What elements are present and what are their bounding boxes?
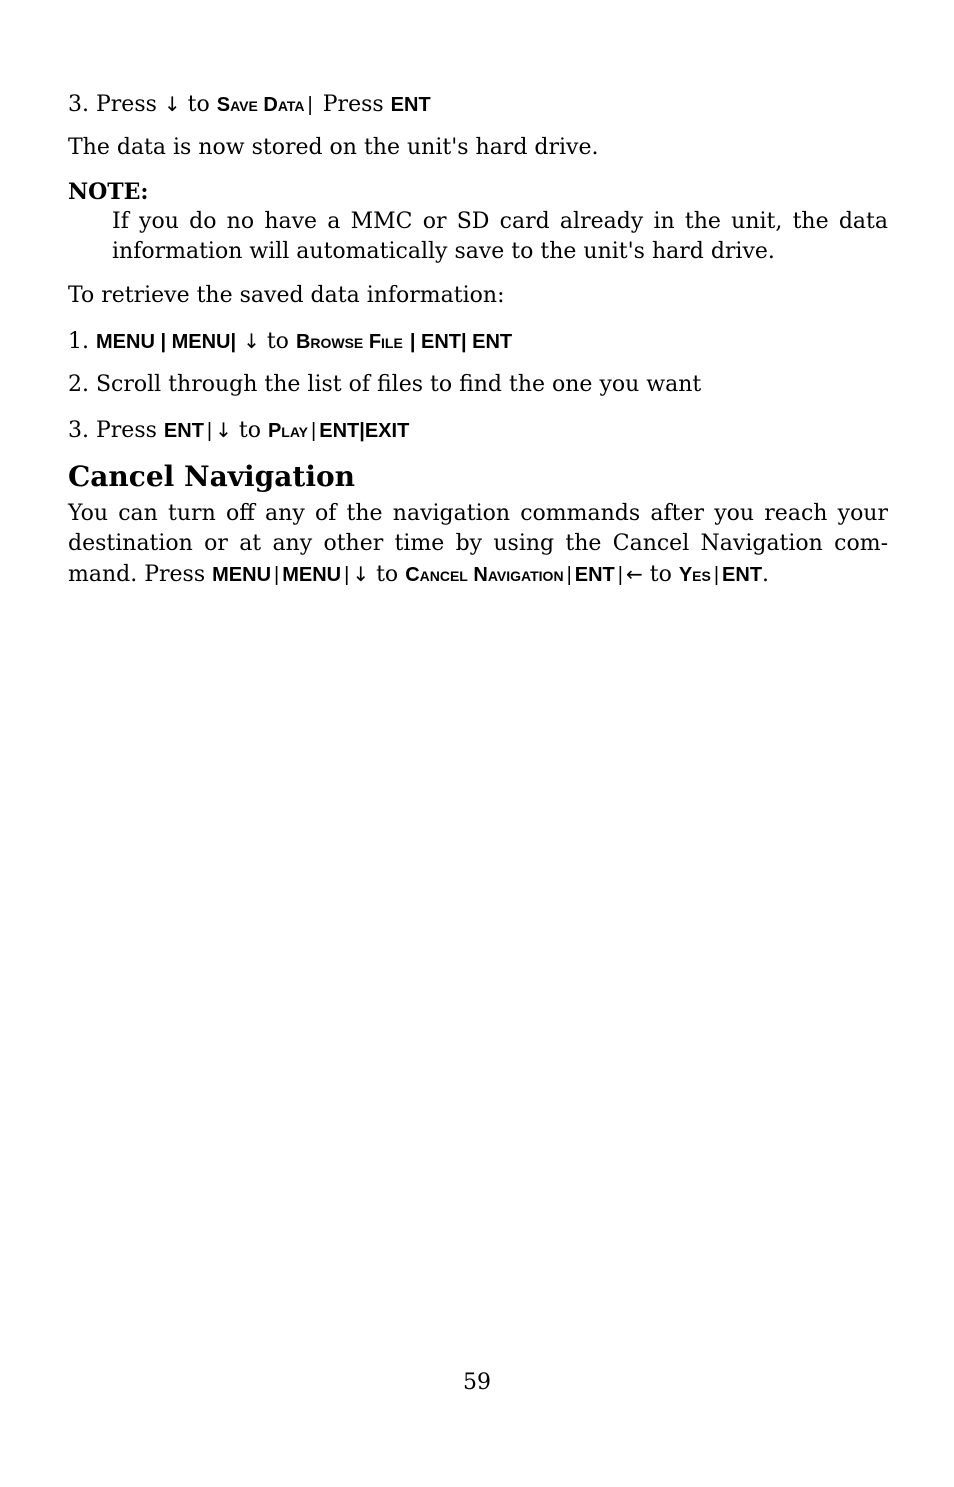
- key-ent: ENT: [574, 564, 615, 586]
- step-number: 3. Press: [68, 92, 157, 117]
- page-number: 59: [463, 1370, 491, 1395]
- key-ent: ENT: [390, 94, 431, 116]
- separator: |: [617, 564, 623, 586]
- note-line-1: If you do no have a MMC or SD card already in the unit, the data: [112, 209, 888, 234]
- down-arrow-icon: ↓: [215, 418, 232, 442]
- separator: |: [311, 420, 317, 442]
- separator: |: [274, 564, 280, 586]
- to-word: to: [649, 562, 672, 587]
- step-number: 1.: [68, 329, 89, 354]
- down-arrow-icon: ↓: [352, 562, 370, 586]
- section-heading-cancel-navigation: Cancel Navigation: [68, 460, 355, 493]
- to-word: to: [266, 329, 289, 354]
- keys-ent-ent: | ENT| ENT: [409, 331, 513, 353]
- key-ent: ENT: [722, 564, 763, 586]
- menu-target-yes: Yes: [678, 564, 711, 586]
- separator: |: [307, 94, 313, 116]
- step-browse-file: [68, 326, 512, 357]
- key-menu: MENU: [282, 564, 342, 586]
- down-arrow-icon: ↓: [243, 329, 260, 353]
- step-number: 3. Press: [68, 418, 157, 443]
- step-save-data: [68, 89, 431, 120]
- keys-ent-exit: ENT|EXIT: [319, 420, 410, 442]
- menu-target-cancel-navigation: Cancel Navigation: [405, 564, 564, 586]
- separator: |: [344, 564, 350, 586]
- step-scroll-files: 2. Scroll through the list of files to find the one you want: [68, 372, 702, 397]
- menu-target-play: Play: [267, 420, 309, 442]
- note-label: NOTE:: [68, 179, 149, 205]
- to-word: to: [187, 92, 210, 117]
- note-line-2: information will automatically save to the unit's hard drive.: [112, 239, 775, 264]
- separator: |: [566, 564, 572, 586]
- stored-text: The data is now stored on the unit's hard drive.: [68, 135, 599, 160]
- cancel-line-3: [68, 559, 888, 590]
- separator: |: [206, 420, 213, 442]
- key-ent: ENT: [163, 420, 204, 442]
- period: .: [762, 562, 770, 587]
- cancel-line-1: You can turn off any of the navigation commands after you reach your: [68, 501, 888, 526]
- to-word: to: [238, 418, 261, 443]
- to-word: to: [376, 562, 399, 587]
- key-menu: MENU: [212, 564, 272, 586]
- keys-menu-menu: MENU | MENU|: [96, 331, 237, 353]
- step-play: [68, 415, 409, 446]
- menu-target-browse-file: Browse File: [295, 331, 403, 353]
- down-arrow-icon: ↓: [163, 92, 181, 116]
- cancel-paragraph: [68, 499, 888, 590]
- retrieve-intro: To retrieve the saved data information:: [68, 283, 505, 308]
- menu-target-save-data: Save Data: [216, 94, 305, 116]
- separator: |: [713, 564, 720, 586]
- press-word: Press: [322, 92, 384, 117]
- note-body: [112, 207, 888, 267]
- cancel-line-3-start: mand. Press: [68, 562, 206, 587]
- cancel-line-2: destination or at any other time by using the Cancel Navigation com-: [68, 531, 888, 556]
- left-arrow-icon: ←: [625, 562, 643, 586]
